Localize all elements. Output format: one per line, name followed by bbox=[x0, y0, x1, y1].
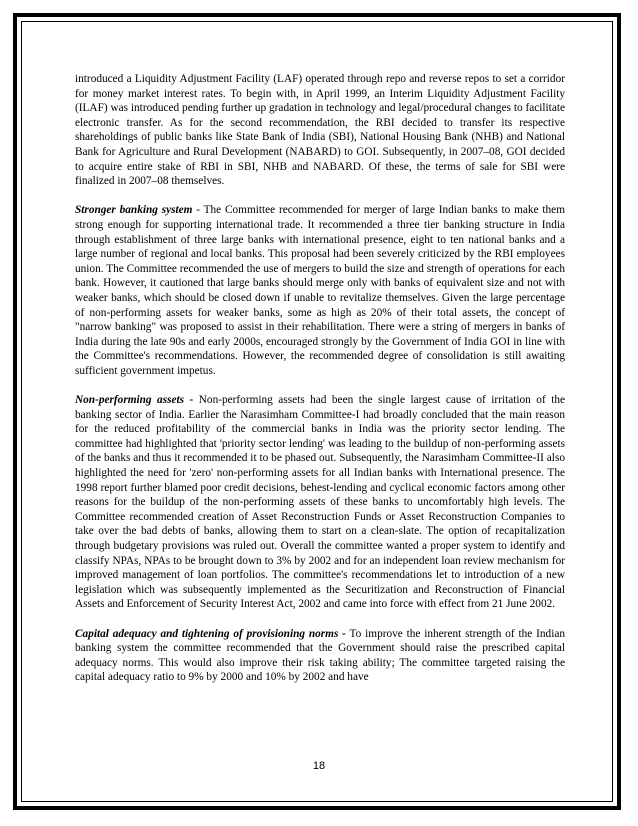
paragraph-capital-adequacy bbox=[75, 627, 565, 685]
section-heading: Capital adequacy and tightening of provisioning norms - bbox=[75, 627, 346, 640]
paragraph-npa bbox=[75, 393, 565, 612]
paragraph-stronger-banking bbox=[75, 203, 565, 378]
document-body bbox=[75, 72, 565, 700]
page-number: 18 bbox=[312, 760, 326, 772]
section-heading: Non-performing assets - bbox=[75, 394, 194, 407]
paragraph-text: introduced a Liquidity Adjustment Facility (LAF) operated through repo and reverse repos to set a corridor for money market interest rates. To begin with, in April 1999, an Interim Liquidity Adjustment Facility (ILAF) was introduced pending further up gradation in technology and legal/procedural changes to facilitate electronic transfer. As for the second recommendation, the RBI decided to transfer its respective shareholdings of public banks like State Bank of India (SBI), National Housing Bank (NHB) and National Bank for Agriculture and Rural Development (NABARD) to GOI. Subsequently, in 2007–08, GOI decided to acquire entire stake of RBI in SBI, NHB and NABARD. Of these, the terms of sale for SBI were finalized in 2007–08 themselves. bbox=[75, 73, 565, 188]
paragraph-text: Non-performing assets had been the single largest cause of irritation of the banking sector of India. Earlier the Narasimham Committee-I had broadly concluded that the main reason for the reduced profitability of the commercial banks in India was the priority sector lending. The committee had highlighted that 'priority sector lending' was leading to the buildup of non-performing assets of the banks and thus it recommended it to be phased out. Subsequently, the Narasimham Committee-II also highlighted the need for 'zero' non-performing assets for all Indian banks with International presence. The 1998 report further blamed poor credit decisions, behest-lending and cyclical economic factors among other reasons for the buildup of the non-performing assets of these banks to uncomfortably high levels. The Committee recommended creation of Asset Reconstruction Funds or Asset Reconstruction Companies to take over the bad debts of banks, allowing them to start on a clean-slate. The option of recapitalization through budgetary provisions was ruled out. Overall the committee wanted a proper system to identify and classify NPAs, NPAs to be brought down to 3% by 2002 and for an independent loan review mechanism for improved management of loan portfolios. The committee's recommendations let to introduction of a new legislation which was subsequently implemented as the Securitization and Reconstruction of Financial Assets and Enforcement of Security Interest Act, 2002 and came into force with effect from 21 June 2002. bbox=[75, 394, 565, 611]
paragraph-laf bbox=[75, 72, 565, 189]
section-heading: Stronger banking system bbox=[75, 204, 193, 217]
paragraph-text: To improve the inherent strength of the Indian banking system the committee recommended that the Government should raise the prescribed capital adequacy norms. This would also improve their risk taking ability; The committee targeted raising the capital adequacy ratio to 9% by 2000 and 10% by 2002 and have bbox=[75, 627, 565, 684]
paragraph-text: - The Committee recommended for merger of large Indian banks to make them strong enough for supporting international trade. It recommended a three tier banking structure in India through establishment of three large banks with international presence, eight to ten national banks and a large number of regional and local banks. This proposal had been severely criticized by the RBI employees union. The Committee recommended the use of mergers to build the size and strength of operations for each bank. However, it cautioned that large banks should merge only with banks of equivalent size and not with weaker banks, which should be closed down if unable to revitalize themselves. Given the large percentage of non-performing assets for weaker banks, some as high as 20% of their total assets, the concept of "narrow banking" was proposed to assist in their rehabilitation. There were a string of mergers in banks of India during the late 90s and early 2000s, encouraged strongly by the Government of India GOI in line with the Committee's recommendations. However, the recommended degree of consolidation is still awaiting sufficient government impetus. bbox=[75, 204, 565, 377]
